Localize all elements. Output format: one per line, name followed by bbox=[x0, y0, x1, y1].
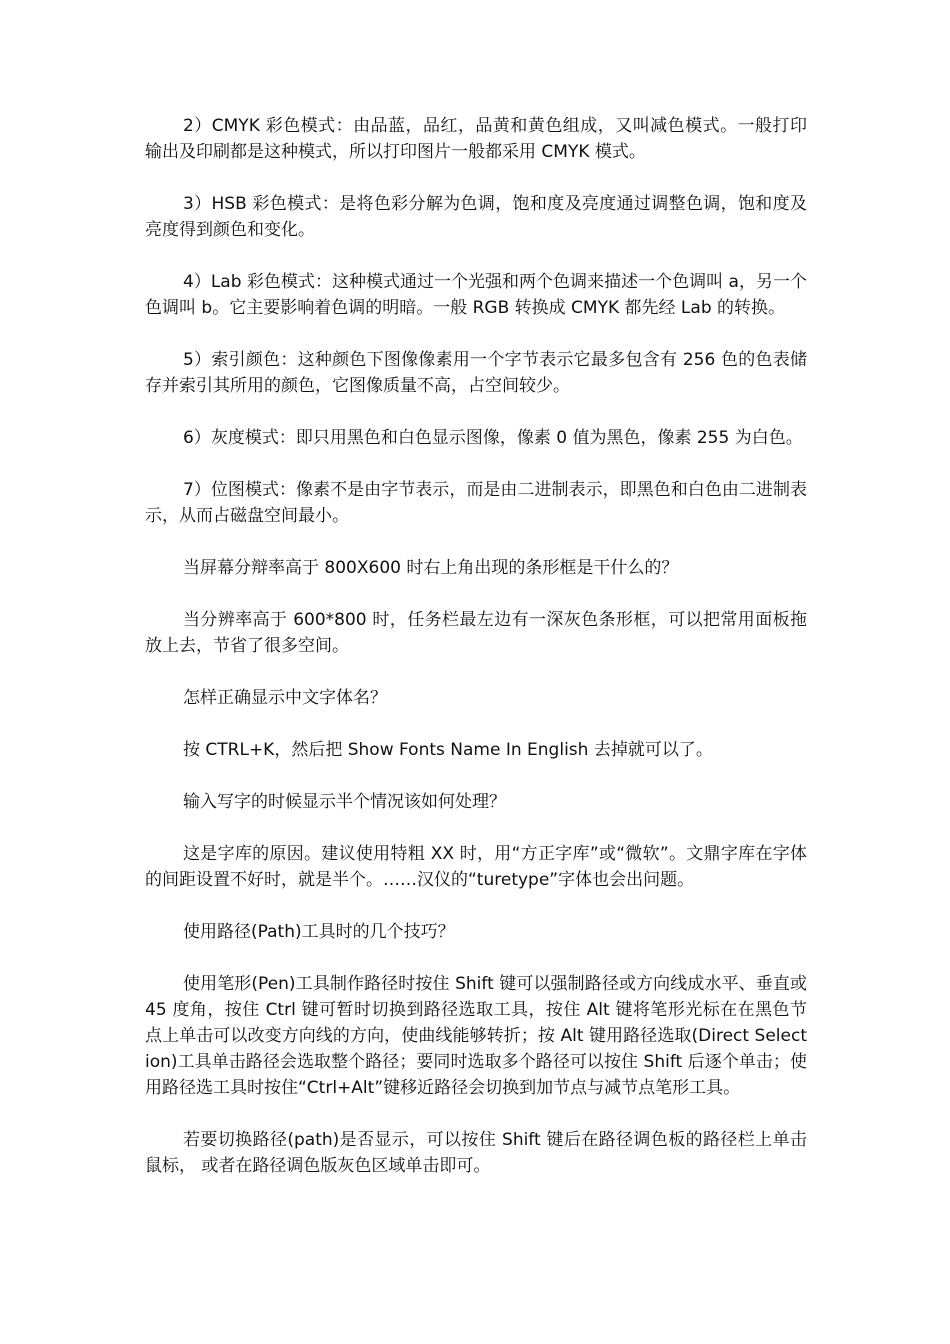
paragraph-grayscale-mode: 6）灰度模式：即只用黑色和白色显示图像，像素 0 值为黑色，像素 255 为白色。 bbox=[183, 428, 803, 448]
answer-half-character: 这是字库的原因。建议使用特粗 XX 时，用“方正字库”或“微软”。文鼎字库在字体的间距设置不好时，就是半个。……汉仪的“turetype”字体也会出问题。 bbox=[145, 844, 807, 890]
question-chinese-font-names: 怎样正确显示中文字体名？ bbox=[183, 688, 387, 708]
answer-chinese-font-names: 按 CTRL+K，然后把 Show Fonts Name In English 去掉就可以了。 bbox=[183, 740, 713, 760]
answer-path-tool-tips: 使用笔形(Pen)工具制作路径时按住 Shift 键可以强制路径或方向线成水平、垂直或 45 度角，按住 Ctrl 键可暂时切换到路径选取工具，按住 Alt 键将笔形光标在在黑色节点上单击可以改变方向线的方向，使曲线能够转折；按 Alt 键用路径选取(Direct Selection)工具单击路径会选取整个路径；要同时选取多个路径可以按住 Shift 后逐个单击；使用路径选工具时按住“Ctrl+Alt”键移近路径会切换到加节点与减节点笔形工具。 bbox=[145, 974, 807, 1098]
question-path-tool-tips: 使用路径(Path)工具时的几个技巧？ bbox=[183, 922, 455, 942]
paragraph-bitmap-mode: 7）位图模式：像素不是由字节表示，而是由二进制表示，即黑色和白色由二进制表示，从而占磁盘空间最小。 bbox=[145, 480, 807, 526]
paragraph-indexed-color: 5）索引颜色：这种颜色下图像像素用一个字节表示它最多包含有 256 色的色表储存并索引其所用的颜色，它图像质量不高，占空间较少。 bbox=[145, 350, 807, 396]
document-body bbox=[145, 113, 807, 1205]
question-half-character: 输入写字的时候显示半个情况该如何处理？ bbox=[183, 792, 506, 812]
answer-resolution-bar: 当分辨率高于 600*800 时，任务栏最左边有一深灰色条形框，可以把常用面板拖放上去，节省了很多空间。 bbox=[145, 610, 807, 656]
paragraph-lab-mode: 4）Lab 彩色模式：这种模式通过一个光强和两个色调来描述一个色调叫 a，另一个色调叫 b。它主要影响着色调的明暗。一般 RGB 转换成 CMYK 都先经 Lab 的转换。 bbox=[145, 272, 807, 318]
question-resolution-bar: 当屏幕分辩率高于 800X600 时右上角出现的条形框是干什么的？ bbox=[183, 558, 679, 578]
paragraph-toggle-path-display: 若要切换路径(path)是否显示，可以按住 Shift 键后在路径调色板的路径栏上单击鼠标， 或者在路径调色版灰色区域单击即可。 bbox=[145, 1130, 807, 1176]
paragraph-cmyk-mode: 2）CMYK 彩色模式：由品蓝，品红，品黄和黄色组成，又叫减色模式。一般打印输出及印刷都是这种模式，所以打印图片一般都采用 CMYK 模式。 bbox=[145, 116, 807, 162]
paragraph-hsb-mode: 3）HSB 彩色模式：是将色彩分解为色调，饱和度及亮度通过调整色调，饱和度及亮度得到颜色和变化。 bbox=[145, 194, 807, 240]
